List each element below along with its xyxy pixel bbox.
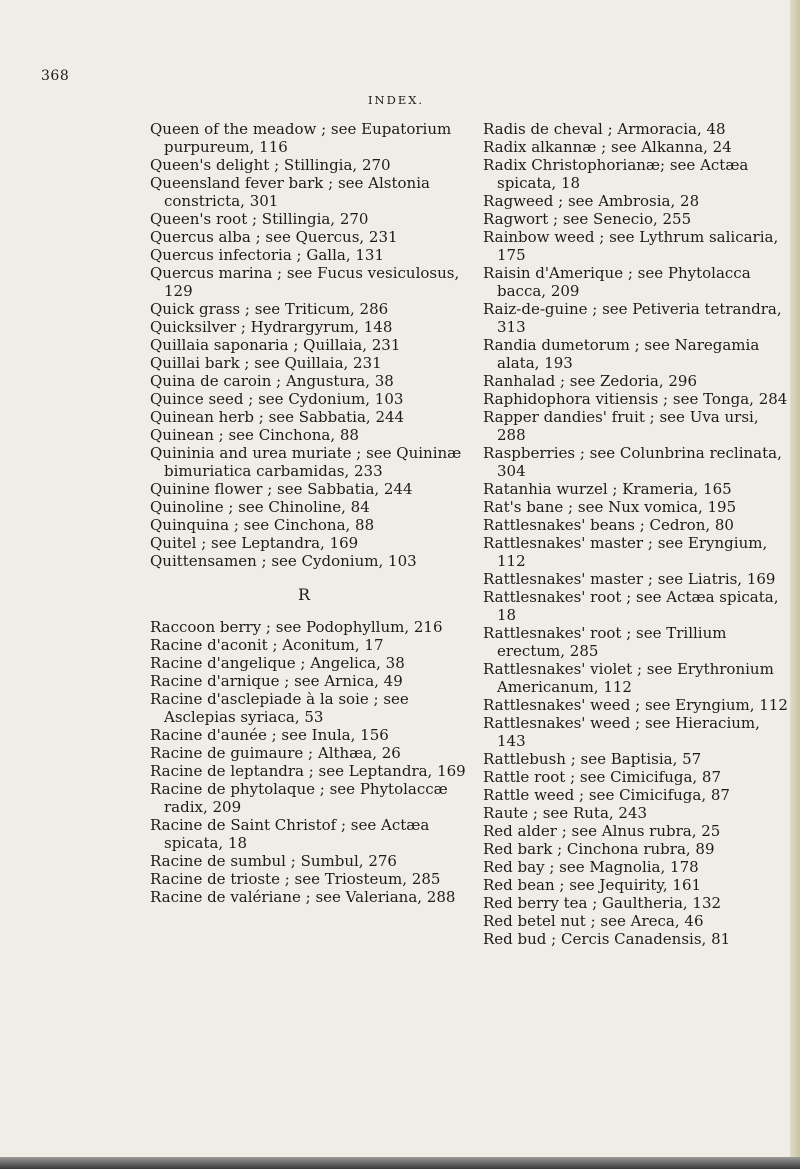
index-entry: Rattle weed ; see Cimicifuga, 87: [483, 786, 730, 804]
index-entry: Quinoline ; see Chinoline, 84: [150, 498, 370, 516]
index-entry: Racine de leptandra ; see Leptandra, 169: [150, 762, 466, 780]
index-entry: Rapper dandies' fruit ; see Uva ursi, 288: [483, 408, 759, 444]
index-entry: Randia dumetorum ; see Naregamia alata, 193: [483, 336, 760, 372]
index-entry: Racine de sumbul ; Sumbul, 276: [150, 852, 397, 870]
index-entry: Red bark ; Cinchona rubra, 89: [483, 840, 715, 858]
index-entry: Rat's bane ; see Nux vomica, 195: [483, 498, 737, 516]
index-entry: Radis de cheval ; Armoracia, 48: [483, 120, 726, 138]
index-entry: Quillaia saponaria ; Quillaia, 231: [150, 336, 401, 354]
index-entry: Quininia and urea muriate ; see Quininæ bimuriatica carbamidas, 233: [150, 444, 462, 480]
index-entry: Quitel ; see Leptandra, 169: [150, 534, 359, 552]
index-entry: Racine de phytolaque ; see Phytolaccæ radix, 209: [150, 780, 448, 816]
running-head: INDEX.: [368, 93, 425, 107]
right-entries: [483, 120, 791, 948]
page-edge: [790, 0, 800, 1169]
index-entry: Queensland fever bark ; see Alstonia constricta, 301: [150, 174, 430, 210]
index-entry: Red bud ; Cercis Canadensis, 81: [483, 930, 731, 948]
section-letter-heading: R: [297, 585, 311, 604]
index-entry: Racine d'asclepiade à la soie ; see Asclepias syriaca, 53: [150, 690, 409, 726]
index-entry: Raiz-de-guine ; see Petiveria tetrandra, 313: [483, 300, 782, 336]
index-entry: Quercus marina ; see Fucus vesiculosus, 129: [150, 264, 460, 300]
index-entry: Red alder ; see Alnus rubra, 25: [483, 822, 721, 840]
index-entry: Red bean ; see Jequirity, 161: [483, 876, 702, 894]
index-entry: Quicksilver ; Hydrargyrum, 148: [150, 318, 393, 336]
index-entry: Rattlesnakes' violet ; see Erythronium Americanum, 112: [483, 660, 774, 696]
page-bottom-edge: [0, 1157, 800, 1169]
index-entry: Quillai bark ; see Quillaia, 231: [150, 354, 382, 372]
index-entry: Quinquina ; see Cinchona, 88: [150, 516, 375, 534]
index-entry: Racine de valériane ; see Valeriana, 288: [150, 888, 456, 906]
index-entry: Quercus alba ; see Quercus, 231: [150, 228, 398, 246]
index-entry: Rattle root ; see Cimicifuga, 87: [483, 768, 722, 786]
index-entry: Quinine flower ; see Sabbatia, 244: [150, 480, 413, 498]
index-entry: Red betel nut ; see Areca, 46: [483, 912, 704, 930]
index-entry: Rattlesnakes' root ; see Actæa spicata, 18: [483, 588, 779, 624]
index-entry: Rattlesnakes' weed ; see Hieracium, 143: [483, 714, 760, 750]
index-entry: Rattlesnakes' master ; see Liatris, 169: [483, 570, 776, 588]
index-entry: Racine de guimaure ; Althæa, 26: [150, 744, 401, 762]
index-entry: Rattlesnakes' root ; see Trillium erectum, 285: [483, 624, 727, 660]
index-entry: Ragwort ; see Senecio, 255: [483, 210, 692, 228]
page-number: 368: [41, 68, 70, 84]
right-column: [483, 120, 791, 948]
left-column: [150, 120, 478, 906]
index-entry: Ragweed ; see Ambrosia, 28: [483, 192, 700, 210]
index-entry: Racine d'aconit ; Aconitum, 17: [150, 636, 384, 654]
index-entry: Ratanhia wurzel ; Krameria, 165: [483, 480, 732, 498]
index-entry: Rattlesnakes' weed ; see Eryngium, 112: [483, 696, 788, 714]
index-entry: Raute ; see Ruta, 243: [483, 804, 648, 822]
index-entry: Queen's root ; Stillingia, 270: [150, 210, 369, 228]
index-entry: Red berry tea ; Gaultheria, 132: [483, 894, 722, 912]
index-entry: Red bay ; see Magnolia, 178: [483, 858, 699, 876]
index-entry: Rattlesnakes' master ; see Eryngium, 112: [483, 534, 768, 570]
index-entry: Rattlesnakes' beans ; Cedron, 80: [483, 516, 734, 534]
left-entries-after: [150, 618, 478, 906]
index-entry: Rainbow weed ; see Lythrum salicaria, 175: [483, 228, 779, 264]
index-entry: Racine d'aunée ; see Inula, 156: [150, 726, 389, 744]
index-entry: Racine de Saint Christof ; see Actæa spicata, 18: [150, 816, 430, 852]
index-entry: Radix Christophorianæ; see Actæa spicata, 18: [483, 156, 749, 192]
index-entry: Queen's delight ; Stillingia, 270: [150, 156, 391, 174]
index-entry: Queen of the meadow ; see Eupatorium purpureum, 116: [150, 120, 452, 156]
index-entry: Quercus infectoria ; Galla, 131: [150, 246, 385, 264]
index-entry: Racine d'angelique ; Angelica, 38: [150, 654, 405, 672]
index-entry: Ranhalad ; see Zedoria, 296: [483, 372, 698, 390]
index-entry: Quinean ; see Cinchona, 88: [150, 426, 359, 444]
index-entry: Quick grass ; see Triticum, 286: [150, 300, 389, 318]
index-entry: Racine de trioste ; see Triosteum, 285: [150, 870, 441, 888]
index-entry: Radix alkannæ ; see Alkanna, 24: [483, 138, 732, 156]
index-entry: Raccoon berry ; see Podophyllum, 216: [150, 618, 443, 636]
index-entry: Quittensamen ; see Cydonium, 103: [150, 552, 417, 570]
index-entry: Racine d'arnique ; see Arnica, 49: [150, 672, 403, 690]
left-entries-before: [150, 120, 478, 570]
index-entry: Quince seed ; see Cydonium, 103: [150, 390, 404, 408]
index-entry: Quina de caroin ; Angustura, 38: [150, 372, 394, 390]
index-entry: Raphidophora vitiensis ; see Tonga, 284: [483, 390, 788, 408]
index-entry: Raisin d'Amerique ; see Phytolacca bacca, 209: [483, 264, 751, 300]
index-entry: Quinean herb ; see Sabbatia, 244: [150, 408, 405, 426]
index-entry: Rattlebush ; see Baptisia, 57: [483, 750, 702, 768]
index-entry: Raspberries ; see Colunbrina reclinata, 304: [483, 444, 782, 480]
